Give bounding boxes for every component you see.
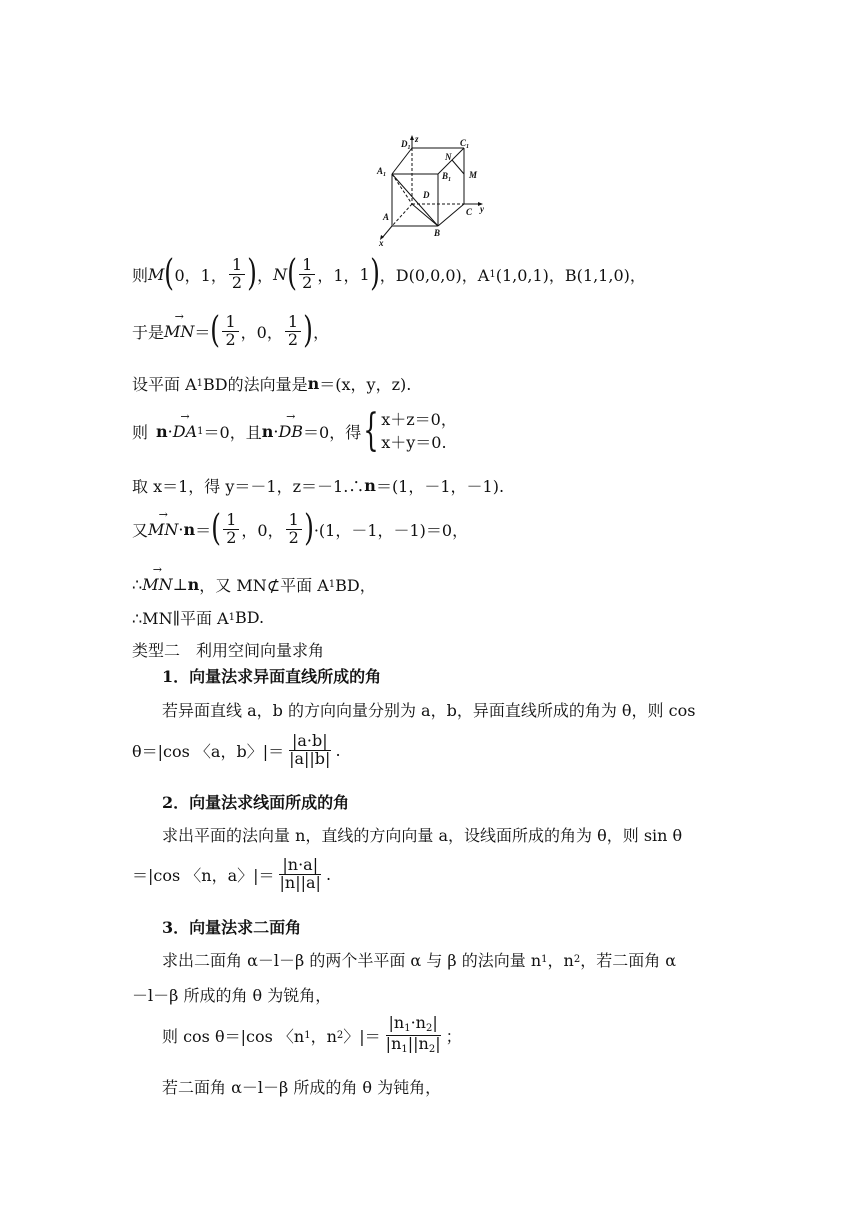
svg-text:D1: $D_1$ <box>401 139 411 151</box>
heading-dihedral-angle: 3．向量法求二面角 <box>162 918 302 937</box>
svg-text:A1: $A_1$ <box>377 166 387 178</box>
label-x: x <box>379 238 384 246</box>
label-A1: A <box>377 166 384 176</box>
label-D: D <box>423 190 430 200</box>
line-coordinates: 则 M ( 0， 1， $\frac{1}{2}$ ) ， N ( $\frac{1}{2}$ ， 1， 1 ) ，D(0,0,0)，A 1 (1,0,1)，B(1,1,0)， <box>132 253 646 294</box>
formula-dihedral: 则 cos θ＝|cos 〈n 1 ，n 2 〉|＝ $\frac{|n_1\cdot n_2|}{|n_1||n_2|}$ ； <box>162 1013 462 1055</box>
para-dihedral: 求出二面角 α－l－β 的两个半平面 α 与 β 的法向量 n 1 ，n 2 ，若二面角 α <box>162 951 677 970</box>
line-take-x: 取 x＝1，得 y＝－1，z＝－1.∴ n ＝(1，－1，－1). <box>132 476 505 496</box>
label-z: z <box>415 134 419 144</box>
para-dihedral-obtuse: 若二面角 α－l－β 所成的角 θ 为钝角， <box>162 1078 442 1097</box>
section-type-two: 类型二 利用空间向量求角 <box>132 641 325 660</box>
svg-text:C1: $C_1$ <box>460 138 470 150</box>
label-B: B <box>434 228 441 238</box>
line-parallel: ∴MN∥平面 A 1 BD. <box>132 608 265 628</box>
formula-line-plane: ＝|cos 〈n，a〉|＝ $\frac{|n\cdot a|}{|n||a|}$ . <box>132 855 332 892</box>
label-B1: B <box>442 171 449 181</box>
svg-text:B1: $B_1$ <box>442 171 452 183</box>
heading-skew-lines-angle: 1．向量法求异面直线所成的角 <box>162 667 382 686</box>
cube-figure <box>372 134 502 246</box>
para-dihedral-acute: －l－β 所成的角 θ 为锐角， <box>132 986 332 1005</box>
label-M: M <box>469 170 478 180</box>
para-skew-lines: 若异面直线 a，b 的方向向量分别为 a，b，异面直线所成的角为 θ，则 cos <box>162 701 696 720</box>
line-normal-vector: 设平面 A 1 BD的法向量是 n ＝(x，y，z). <box>132 374 412 394</box>
label-N: N <box>445 152 452 162</box>
line-mn-vector: 于是 → MN ＝ ( $\frac{1}{2}$ ，0， $\frac{1}{2}$ ) ， <box>132 313 329 349</box>
heading-line-plane-angle: 2．向量法求线面所成的角 <box>162 793 350 812</box>
line-system: 则 n · → DA 1 ＝0，且 n · → DB ＝0，得 { x＋z＝0， x＋y＝0. <box>132 408 457 454</box>
label-D1: D <box>401 139 408 149</box>
formula-skew-lines: θ＝|cos 〈a，b〉|＝ $\frac{|a\cdot b|}{|a||b|}$ . <box>132 731 341 768</box>
label-C: C <box>466 207 473 217</box>
label-C1: C <box>460 138 467 148</box>
para-line-plane: 求出平面的法向量 n，直线的方向向量 a，设线面所成的角为 θ，则 sin θ <box>162 826 683 845</box>
label-A: A <box>383 212 390 222</box>
line-perp: ∴ → MN ⊥ n ，又 MN⊄平面 A 1 BD， <box>132 573 376 596</box>
label-y: y <box>480 204 484 214</box>
line-dot-product: 又 → MN · n ＝ ( $\frac{1}{2}$ ，0， $\frac{1}{2}$ ) ·(1，－1，－1)＝0， <box>132 511 468 547</box>
